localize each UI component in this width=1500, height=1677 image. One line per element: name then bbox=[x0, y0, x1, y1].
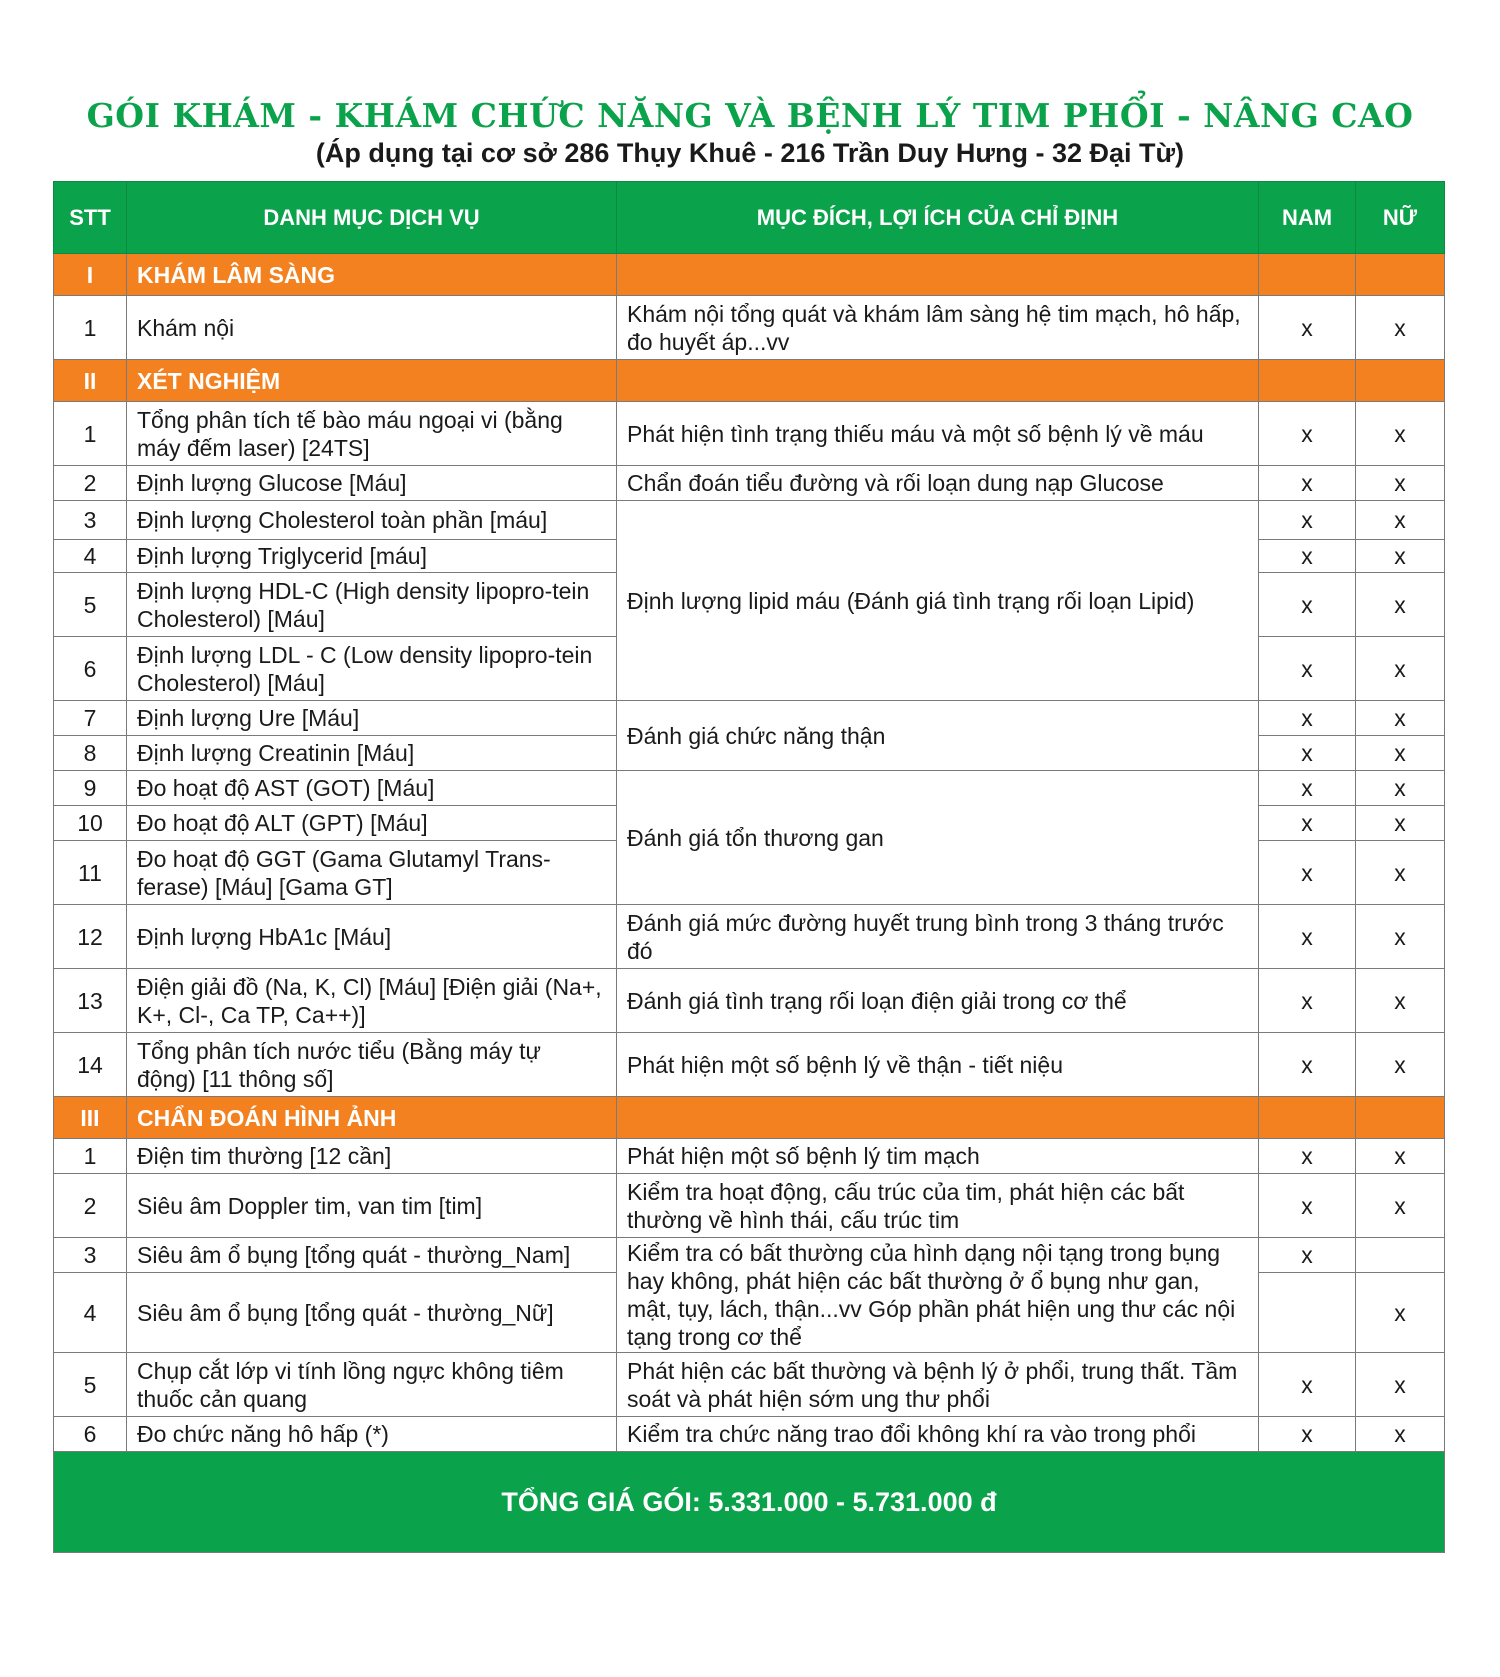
row-female: x bbox=[1356, 701, 1445, 736]
row-purpose: Đánh giá mức đường huyết trung bình trong 3 tháng trước đó bbox=[617, 905, 1259, 969]
row-stt: 9 bbox=[54, 771, 127, 806]
row-stt: 4 bbox=[54, 1273, 127, 1353]
page-title: GÓI KHÁM - KHÁM CHỨC NĂNG VÀ BỆNH LÝ TIM PHỔI - NÂNG CAO bbox=[86, 96, 1414, 135]
table-row bbox=[54, 701, 1445, 736]
table-row bbox=[54, 771, 1445, 806]
col-purpose: MỤC ĐÍCH, LỢI ÍCH CỦA CHỈ ĐỊNH bbox=[617, 182, 1259, 254]
row-male: x bbox=[1259, 701, 1356, 736]
row-stt: 10 bbox=[54, 806, 127, 841]
table-row bbox=[54, 402, 1445, 466]
row-stt: 8 bbox=[54, 736, 127, 771]
row-service: Điện tim thường [12 cần] bbox=[127, 1139, 617, 1174]
row-service: Định lượng Ure [Máu] bbox=[127, 701, 617, 736]
col-female: NỮ bbox=[1356, 182, 1445, 254]
row-female: x bbox=[1356, 573, 1445, 637]
row-male: x bbox=[1259, 540, 1356, 573]
row-female: x bbox=[1356, 1033, 1445, 1097]
table-row bbox=[54, 466, 1445, 501]
row-purpose: Phát hiện tình trạng thiếu máu và một số bệnh lý về máu bbox=[617, 402, 1259, 466]
table-row bbox=[54, 1139, 1445, 1174]
row-male: x bbox=[1259, 1174, 1356, 1238]
row-service: Siêu âm Doppler tim, van tim [tim] bbox=[127, 1174, 617, 1238]
row-female: x bbox=[1356, 501, 1445, 540]
row-stt: 5 bbox=[54, 1353, 127, 1417]
row-purpose: Phát hiện các bất thường và bệnh lý ở phổi, trung thất. Tầm soát và phát hiện sớm ung thư phổi bbox=[617, 1353, 1259, 1417]
row-male: x bbox=[1259, 1139, 1356, 1174]
total-price: TỔNG GIÁ GÓI: 5.331.000 - 5.731.000 đ bbox=[54, 1452, 1445, 1553]
row-female: x bbox=[1356, 1353, 1445, 1417]
col-service: DANH MỤC DỊCH VỤ bbox=[127, 182, 617, 254]
row-male: x bbox=[1259, 771, 1356, 806]
row-male: x bbox=[1259, 573, 1356, 637]
row-female: x bbox=[1356, 905, 1445, 969]
service-table bbox=[53, 181, 1445, 1553]
row-service: Định lượng HDL-C (High density lipopro-tein Cholesterol) [Máu] bbox=[127, 573, 617, 637]
row-female: x bbox=[1356, 466, 1445, 501]
row-male: x bbox=[1259, 466, 1356, 501]
row-female: x bbox=[1356, 806, 1445, 841]
row-stt: 7 bbox=[54, 701, 127, 736]
row-female: x bbox=[1356, 1417, 1445, 1452]
row-service: Khám nội bbox=[127, 296, 617, 360]
row-male: x bbox=[1259, 1353, 1356, 1417]
table-row bbox=[54, 501, 1445, 540]
row-purpose: Đánh giá tổn thương gan bbox=[617, 771, 1259, 905]
row-male: x bbox=[1259, 736, 1356, 771]
row-stt: 6 bbox=[54, 637, 127, 701]
row-female: x bbox=[1356, 637, 1445, 701]
row-service: Siêu âm ổ bụng [tổng quát - thường_Nữ] bbox=[127, 1273, 617, 1353]
row-stt: 4 bbox=[54, 540, 127, 573]
row-service: Chụp cắt lớp vi tính lồng ngực không tiêm thuốc cản quang bbox=[127, 1353, 617, 1417]
section-name: KHÁM LÂM SÀNG bbox=[127, 254, 617, 296]
row-stt: 2 bbox=[54, 466, 127, 501]
row-stt: 2 bbox=[54, 1174, 127, 1238]
row-purpose: Đánh giá chức năng thận bbox=[617, 701, 1259, 771]
row-service: Đo hoạt độ ALT (GPT) [Máu] bbox=[127, 806, 617, 841]
row-male: x bbox=[1259, 1238, 1356, 1273]
row-stt: 12 bbox=[54, 905, 127, 969]
row-stt: 3 bbox=[54, 1238, 127, 1273]
row-service: Đo hoạt độ AST (GOT) [Máu] bbox=[127, 771, 617, 806]
row-stt: 11 bbox=[54, 841, 127, 905]
table-row bbox=[54, 1417, 1445, 1452]
row-service: Định lượng Creatinin [Máu] bbox=[127, 736, 617, 771]
row-male: x bbox=[1259, 402, 1356, 466]
row-purpose: Định lượng lipid máu (Đánh giá tình trạng rối loạn Lipid) bbox=[617, 501, 1259, 701]
row-service: Định lượng Glucose [Máu] bbox=[127, 466, 617, 501]
table-row bbox=[54, 1033, 1445, 1097]
row-purpose: Đánh giá tình trạng rối loạn điện giải trong cơ thể bbox=[617, 969, 1259, 1033]
row-stt: 1 bbox=[54, 296, 127, 360]
table-row bbox=[54, 1174, 1445, 1238]
section-row bbox=[54, 254, 1445, 296]
row-service: Định lượng LDL - C (Low density lipopro-tein Cholesterol) [Máu] bbox=[127, 637, 617, 701]
row-purpose: Kiểm tra chức năng trao đổi không khí ra vào trong phổi bbox=[617, 1417, 1259, 1452]
row-male: x bbox=[1259, 637, 1356, 701]
section-name: CHẨN ĐOÁN HÌNH ẢNH bbox=[127, 1097, 617, 1139]
row-stt: 1 bbox=[54, 1139, 127, 1174]
row-service: Định lượng Cholesterol toàn phần [máu] bbox=[127, 501, 617, 540]
row-female bbox=[1356, 1238, 1445, 1273]
row-female: x bbox=[1356, 841, 1445, 905]
row-female: x bbox=[1356, 1139, 1445, 1174]
section-row bbox=[54, 1097, 1445, 1139]
row-stt: 6 bbox=[54, 1417, 127, 1452]
row-stt: 3 bbox=[54, 501, 127, 540]
section-row bbox=[54, 360, 1445, 402]
row-service: Điện giải đồ (Na, K, Cl) [Máu] [Điện giải (Na+, K+, Cl-, Ca TP, Ca++)] bbox=[127, 969, 617, 1033]
row-service: Tổng phân tích tế bào máu ngoại vi (bằng máy đếm laser) [24TS] bbox=[127, 402, 617, 466]
row-service: Siêu âm ổ bụng [tổng quát - thường_Nam] bbox=[127, 1238, 617, 1273]
row-female: x bbox=[1356, 402, 1445, 466]
table-row bbox=[54, 1238, 1445, 1273]
row-female: x bbox=[1356, 1174, 1445, 1238]
row-purpose: Kiểm tra có bất thường của hình dạng nội tạng trong bụng hay không, phát hiện các bất thường ở ổ bụng như gan, mật, tụy, lách, thận...vv Góp phần phát hiện ung thư các nội tạng trong cơ thể bbox=[617, 1238, 1259, 1353]
row-male: x bbox=[1259, 296, 1356, 360]
row-service: Đo hoạt độ GGT (Gama Glutamyl Trans-ferase) [Máu] [Gama GT] bbox=[127, 841, 617, 905]
row-male: x bbox=[1259, 969, 1356, 1033]
row-stt: 13 bbox=[54, 969, 127, 1033]
section-numeral: III bbox=[54, 1097, 127, 1139]
row-male: x bbox=[1259, 1033, 1356, 1097]
table-row bbox=[54, 905, 1445, 969]
row-female: x bbox=[1356, 296, 1445, 360]
row-service: Tổng phân tích nước tiểu (Bằng máy tự động) [11 thông số] bbox=[127, 1033, 617, 1097]
row-male: x bbox=[1259, 1417, 1356, 1452]
section-numeral: II bbox=[54, 360, 127, 402]
row-male bbox=[1259, 1273, 1356, 1353]
row-male: x bbox=[1259, 806, 1356, 841]
row-purpose: Chẩn đoán tiểu đường và rối loạn dung nạp Glucose bbox=[617, 466, 1259, 501]
row-stt: 1 bbox=[54, 402, 127, 466]
row-stt: 5 bbox=[54, 573, 127, 637]
row-male: x bbox=[1259, 841, 1356, 905]
table-row bbox=[54, 296, 1445, 360]
header-row bbox=[54, 182, 1445, 254]
row-stt: 14 bbox=[54, 1033, 127, 1097]
row-male: x bbox=[1259, 905, 1356, 969]
row-purpose: Phát hiện một số bệnh lý về thận - tiết niệu bbox=[617, 1033, 1259, 1097]
row-service: Định lượng Triglycerid [máu] bbox=[127, 540, 617, 573]
page-subtitle: (Áp dụng tại cơ sở 286 Thụy Khuê - 216 Trần Duy Hưng - 32 Đại Từ) bbox=[315, 138, 1185, 168]
col-stt: STT bbox=[54, 182, 127, 254]
total-row bbox=[54, 1452, 1445, 1553]
row-female: x bbox=[1356, 1273, 1445, 1353]
row-service: Định lượng HbA1c [Máu] bbox=[127, 905, 617, 969]
row-female: x bbox=[1356, 771, 1445, 806]
row-female: x bbox=[1356, 540, 1445, 573]
row-purpose: Khám nội tổng quát và khám lâm sàng hệ tim mạch, hô hấp, đo huyết áp...vv bbox=[617, 296, 1259, 360]
row-male: x bbox=[1259, 501, 1356, 540]
table-row bbox=[54, 1353, 1445, 1417]
section-name: XÉT NGHIỆM bbox=[127, 360, 617, 402]
row-purpose: Kiểm tra hoạt động, cấu trúc của tim, phát hiện các bất thường về hình thái, cấu trúc tim bbox=[617, 1174, 1259, 1238]
col-male: NAM bbox=[1259, 182, 1356, 254]
row-female: x bbox=[1356, 736, 1445, 771]
row-purpose: Phát hiện một số bệnh lý tim mạch bbox=[617, 1139, 1259, 1174]
row-service: Đo chức năng hô hấp (*) bbox=[127, 1417, 617, 1452]
row-female: x bbox=[1356, 969, 1445, 1033]
table-row bbox=[54, 969, 1445, 1033]
section-numeral: I bbox=[54, 254, 127, 296]
